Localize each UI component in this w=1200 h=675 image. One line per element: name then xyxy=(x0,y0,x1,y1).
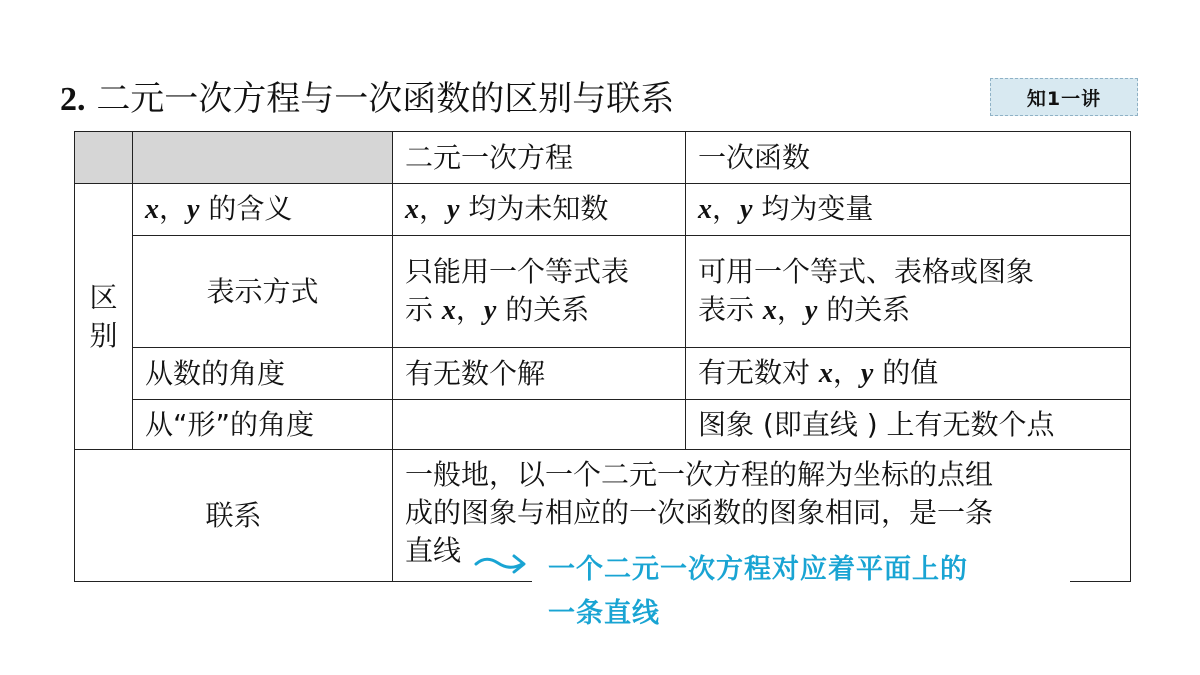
header-equation: 二元一次方程 xyxy=(393,132,686,184)
section-number: 2. xyxy=(60,81,86,118)
relation-label: 联系 xyxy=(75,450,393,582)
var-y: y xyxy=(860,358,874,389)
function-representation xyxy=(686,236,1131,348)
equation-meaning xyxy=(393,184,686,236)
annotation-line: 一条直线 xyxy=(548,598,660,629)
section-title-text: 二元一次方程与一次函数的区别与联系 xyxy=(96,79,675,119)
comma: ， xyxy=(455,293,484,326)
comma: ， xyxy=(776,293,805,326)
aspect-numeric: 从数的角度 xyxy=(133,348,393,400)
comparison-table xyxy=(74,131,1131,582)
diff-label-char: 区 xyxy=(89,280,118,314)
section-title xyxy=(60,74,674,125)
equation-text: 均为未知数 xyxy=(468,192,609,225)
equation-representation xyxy=(393,236,686,348)
relation-line: 成的图象与相应的一次函数的图象相同，是一条 xyxy=(405,496,994,529)
relation-line: 一般地，以一个二元一次方程的解为坐标的点组 xyxy=(405,458,994,491)
equation-text: 的关系 xyxy=(505,293,590,326)
var-y: y xyxy=(447,194,460,225)
var-y: y xyxy=(483,295,497,326)
comma: ， xyxy=(419,192,448,225)
table-row xyxy=(75,348,1131,400)
equation-numeric: 有无数个解 xyxy=(393,348,686,400)
table-row xyxy=(75,400,1131,450)
handwritten-annotation xyxy=(548,548,1068,636)
var-x: x xyxy=(762,295,777,326)
header-function: 一次函数 xyxy=(686,132,1131,184)
function-text: 均为变量 xyxy=(761,192,874,225)
equation-graphical xyxy=(393,400,686,450)
function-numeric xyxy=(686,348,1131,400)
table-row xyxy=(75,184,1131,236)
function-line: 可用一个等式、表格或图象 xyxy=(698,255,1035,288)
function-meaning xyxy=(686,184,1131,236)
diff-label-cell xyxy=(75,184,133,450)
var-x: x xyxy=(145,194,159,225)
comma: ， xyxy=(832,356,861,389)
comma: ， xyxy=(712,192,741,225)
header-corner-cell xyxy=(75,132,133,184)
relation-line: 直线 xyxy=(405,534,462,567)
aspect-meaning xyxy=(133,184,393,236)
var-y: y xyxy=(740,194,753,225)
var-y: y xyxy=(804,295,818,326)
var-x: x xyxy=(818,358,833,389)
aspect-representation: 表示方式 xyxy=(133,236,393,348)
comma: ， xyxy=(159,192,188,225)
diff-label-char: 别 xyxy=(89,318,118,352)
function-text: 的关系 xyxy=(826,293,911,326)
annotation-line: 一个二元一次方程对应着平面上的 xyxy=(548,554,968,585)
function-text: 有无数对 xyxy=(698,356,819,389)
function-text: 的值 xyxy=(882,356,939,389)
var-x: x xyxy=(405,194,419,225)
table-row xyxy=(75,236,1131,348)
header-empty-cell xyxy=(133,132,393,184)
var-x: x xyxy=(441,295,456,326)
equation-text: 示 xyxy=(405,293,442,326)
function-graphical: 图象 (即直线 ) 上有无数个点 xyxy=(686,400,1131,450)
table-header-row xyxy=(75,132,1131,184)
lesson-badge: 知1一讲 xyxy=(990,78,1138,116)
var-y: y xyxy=(187,194,200,225)
annotation-arrow-icon xyxy=(472,546,532,582)
aspect-graphical: 从“形”的角度 xyxy=(133,400,393,450)
function-text: 表示 xyxy=(698,293,763,326)
var-x: x xyxy=(698,194,712,225)
aspect-text: 的含义 xyxy=(208,192,293,225)
equation-line: 只能用一个等式表 xyxy=(405,255,630,288)
